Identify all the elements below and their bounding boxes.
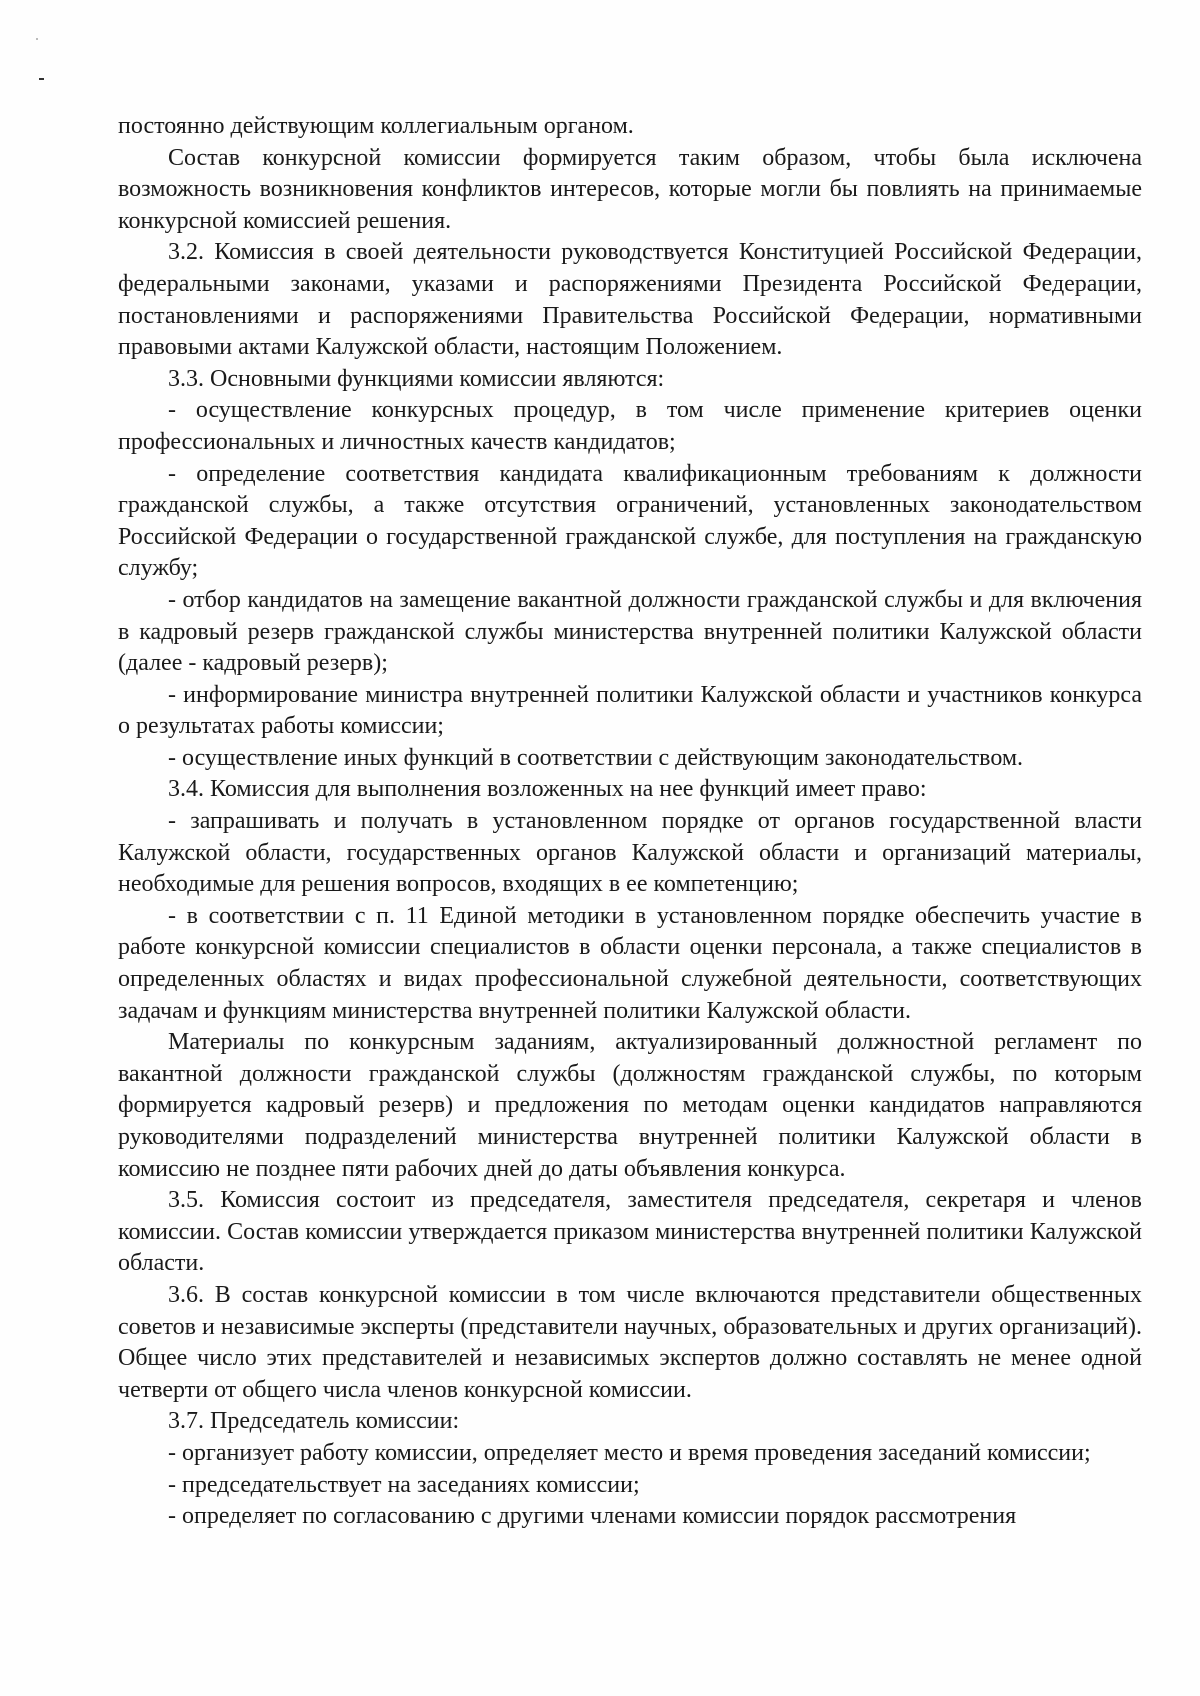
paragraph: 3.6. В состав конкурсной комиссии в том числе включаются представители общественных советов и независимые эксперты (представители научных, образовательных и других организаций). Общее число этих представителей и независимых экспертов должно составлять не менее одной четверти от общего числа членов конкурсной комиссии. <box>118 1281 1142 1403</box>
list-item: - организует работу комиссии, определяет место и время проведения заседаний комиссии; <box>168 1439 1091 1466</box>
paragraph: 3.7. Председатель комиссии: <box>168 1408 460 1435</box>
paragraph: 3.4. Комиссия для выполнения возложенных на нее функций имеет право: <box>168 776 927 803</box>
list-item: - осуществление иных функций в соответствии с действующим законодательством. <box>168 744 1024 771</box>
list-item: - запрашивать и получать в установленном порядке от органов государственной власти Калужской области, государственных органов Калужской области и организаций материалы, необходимые для решения вопросов, входящих в ее компетенцию; <box>118 808 1142 898</box>
paragraph: Состав конкурсной комиссии формируется таким образом, чтобы была исключена возможность возникновения конфликтов интересов, которые могли бы повлиять на принимаемые конкурсной комиссией решения. <box>118 144 1142 234</box>
paragraph: Материалы по конкурсным заданиям, актуализированный должностной регламент по вакантной должности гражданской службы (должностям гражданской службы, по которым формируется кадровый резерв) и предложения по методам оценки кандидатов направляются руководителями подразделений министерства внутренней политики Калужской области в комиссию не позднее пяти рабочих дней до даты объявления конкурса. <box>118 1029 1142 1182</box>
list-item: - определение соответствия кандидата квалификационным требованиям к должности гражданской службы, а также отсутствия ограничений, установленных законодательством Российской Федерации о государственной гражданской службе, для поступления на гражданскую службу; <box>118 460 1142 582</box>
list-item: - в соответствии с п. 11 Единой методики в установленном порядке обеспечить участие в работе конкурсной комиссии специалистов в области оценки персонала, а также специалистов в определенных областях и видах профессиональной служебной деятельности, соответствующих задачам и функциям министерства внутренней политики Калужской области. <box>118 902 1142 1024</box>
list-item: - определяет по согласованию с другими членами комиссии порядок рассмотрения <box>168 1503 1017 1530</box>
list-item: - осуществление конкурсных процедур, в том числе применение критериев оценки профессиональных и личностных качеств кандидатов; <box>118 397 1142 455</box>
paragraph: 3.2. Комиссия в своей деятельности руководствуется Конституцией Российской Федерации, федеральными законами, указами и распоряжениями Президента Российской Федерации, постановлениями и распоряжениями Правительства Российской Федерации, нормативными правовыми актами Калужской области, настоящим Положением. <box>118 239 1142 361</box>
scan-artifact <box>39 78 44 80</box>
document-body <box>118 111 1142 1533</box>
list-item: - информирование министра внутренней политики Калужской области и участников конкурса о результатах работы комиссии; <box>118 681 1142 740</box>
list-item: - председательствует на заседаниях комиссии; <box>168 1471 640 1498</box>
scan-artifact <box>36 38 38 40</box>
paragraph: постоянно действующим коллегиальным органом. <box>118 113 634 139</box>
paragraph: 3.3. Основными функциями комиссии являются: <box>168 365 665 392</box>
list-item: - отбор кандидатов на замещение вакантной должности гражданской службы и для включения в кадровый резерв гражданской службы министерства внутренней политики Калужской области (далее - кадровый резерв); <box>118 586 1142 677</box>
paragraph: 3.5. Комиссия состоит из председателя, заместителя председателя, секретаря и членов комиссии. Состав комиссии утверждается приказом министерства внутренней политики Калужской области. <box>118 1187 1142 1277</box>
